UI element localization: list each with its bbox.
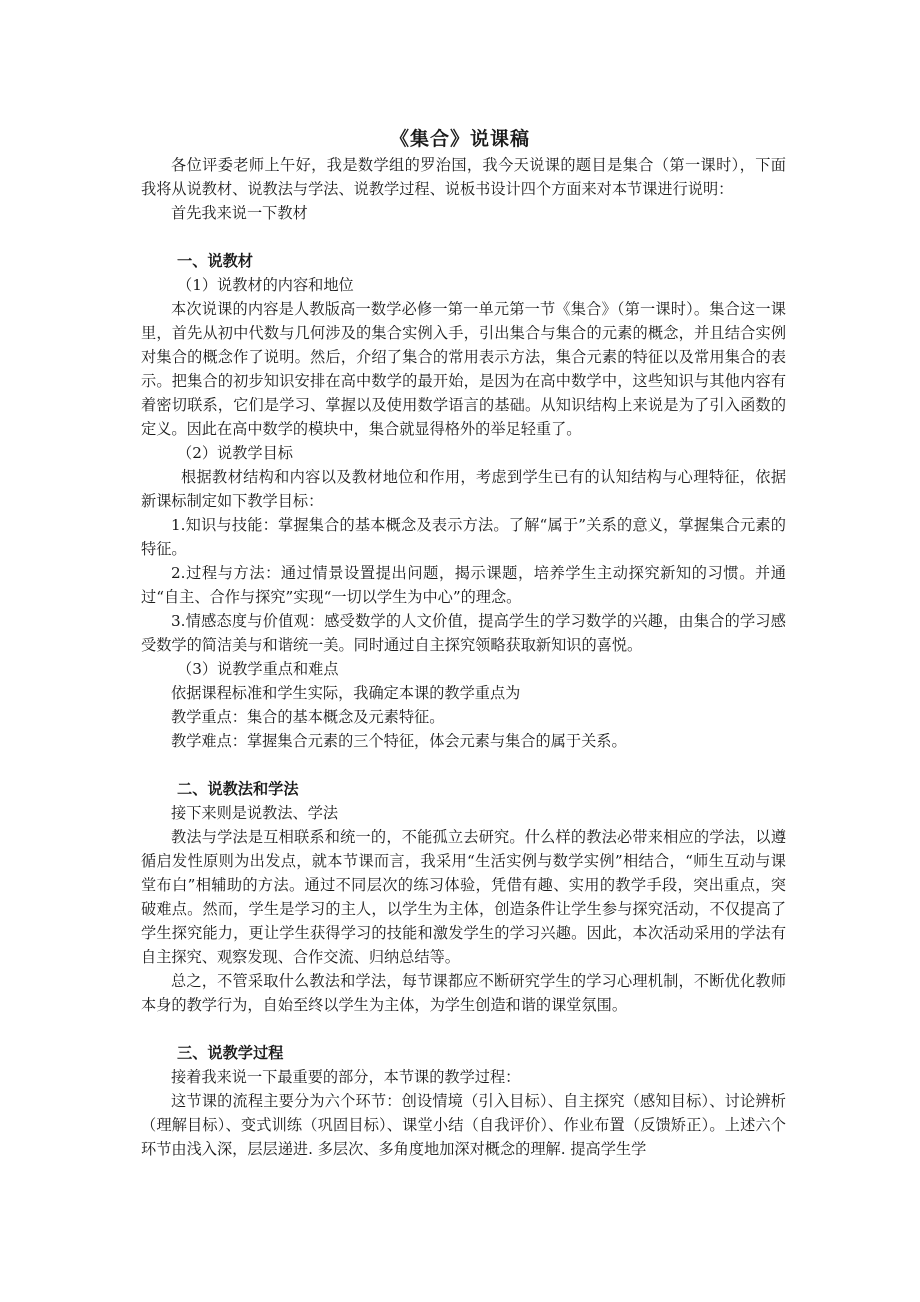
- difficult-point: 教学难点：掌握集合元素的三个特征，体会元素与集合的属于关系。: [171, 732, 627, 750]
- body-paragraph: 这节课的流程主要分为六个环节：创设情境（引入目标）、自主探究（感知目标）、讨论辨析（理解目标）、变式训练（巩固目标）、课堂小结（自我评价）、作业布置（反馈矫正）。上述六个环节由浅入深，层层递进. 多层次、多角度地加深对概念的理解. 提高学生学: [141, 1092, 786, 1158]
- body-paragraph: 接着我来说一下最重要的部分，本节课的教学过程：: [171, 1068, 521, 1086]
- intro-paragraph: 各位评委老师上午好，我是数学组的罗治国，我今天说课的题目是集合（第一课时），下面我将从说教材、说教法与学法、说教学过程、说板书设计四个方面来对本节课进行说明：: [141, 156, 786, 198]
- subsection-heading: （3）说教学重点和难点: [177, 660, 339, 678]
- body-paragraph: 接下来则是说教法、学法: [171, 804, 339, 822]
- body-paragraph: 总之，不管采取什么教法和学法，每节课都应不断研究学生的学习心理机制，不断优化教师本身的教学行为，自始至终以学生为主体，为学生创造和谐的课堂氛围。: [141, 972, 786, 1014]
- body-paragraph: 本次说课的内容是人教版高一数学必修一第一单元第一节《集合》（第一课时）。集合这一课里，首先从初中代数与几何涉及的集合实例入手，引出集合与集合的元素的概念，并且结合实例对集合的概念作了说明。然后，介绍了集合的常用表示方法，集合元素的特征以及常用集合的表示。把集合的初步知识安排在高中数学的最开始，是因为在高中数学中，这些知识与其他内容有着密切联系，它们是学习、掌握以及使用数学语言的基础。从知识结构上来说是为了引入函数的定义。因此在高中数学的模块中，集合就显得格外的举足轻重了。: [141, 300, 786, 438]
- body-paragraph: 教法与学法是互相联系和统一的，不能孤立去研究。什么样的教法必带来相应的学法，以遵循启发性原则为出发点，就本节课而言，我采用“生活实例与数学实例”相结合，“师生互动与课堂布白”相辅助的方法。通过不同层次的练习体验，凭借有趣、实用的教学手段，突出重点，突破难点。然而，学生是学习的主人，以学生为主体，创造条件让学生参与探究活动，不仅提高了学生探究能力，更让学生获得学习的技能和激发学生的学习兴趣。因此，本次活动采用的学法有自主探究、观察发现、合作交流、归纳总结等。: [141, 828, 786, 966]
- section-heading: 三、说教学过程: [177, 1044, 284, 1062]
- document-title: 《集合》说课稿: [389, 128, 530, 150]
- goal-item: 3.情感态度与价值观：感受数学的人文价值，提高学生的学习数学的兴趣，由集合的学习感受数学的简洁美与和谐统一美。同时通过自主探究领略获取新知识的喜悦。: [141, 612, 786, 654]
- section-heading: 一、说教材: [177, 252, 253, 270]
- section-heading: 二、说教法和学法: [177, 780, 299, 798]
- subsection-heading: （1）说教材的内容和地位: [177, 276, 354, 294]
- document-body: [141, 153, 786, 1161]
- intro-paragraph: 首先我来说一下教材: [171, 204, 308, 222]
- subsection-heading: （2）说教学目标: [177, 444, 293, 462]
- body-paragraph: 根据教材结构和内容以及教材地位和作用，考虑到学生已有的认知结构与心理特征，依据新课标制定如下教学目标：: [141, 468, 786, 510]
- body-paragraph: 依据课程标准和学生实际，我确定本课的教学重点为: [171, 684, 521, 702]
- goal-item: 2.过程与方法：通过情景设置提出问题，揭示课题，培养学生主动探究新知的习惯。并通过“自主、合作与探究”实现“一切以学生为中心”的理念。: [141, 564, 786, 606]
- key-point: 教学重点：集合的基本概念及元素特征。: [171, 708, 445, 726]
- goal-item: 1.知识与技能：掌握集合的基本概念及表示方法。了解“属于”关系的意义，掌握集合元素的特征。: [141, 516, 786, 558]
